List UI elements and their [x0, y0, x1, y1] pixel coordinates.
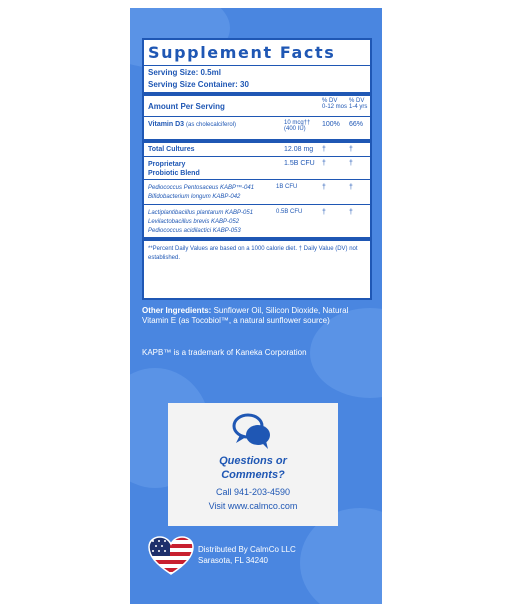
contact-box — [168, 403, 338, 526]
contact-heading-line1: Questions or — [219, 455, 287, 467]
supplement-facts-panel — [142, 38, 372, 300]
distributor-info: Distributed By CalmCo LLC Sarasota, FL 34240 — [198, 545, 296, 565]
trademark-notice: KAPB™ is a trademark of Kaneka Corporation — [142, 348, 307, 357]
other-ingredients: Other Ingredients: Sunflower Oil, Silicon Dioxide, Natural Vitamin E (as Tocobiol™, a natural sunflower source) — [142, 306, 349, 325]
us-flag-heart-icon — [148, 536, 194, 576]
serving-size: Serving Size: 0.5ml — [148, 68, 221, 77]
contact-heading-line2: Comments? — [221, 469, 285, 481]
blend-group-1: Pediococcus Pentosaceus KABP™-041 Bifidobacterium longum KABP-042 1B CFU † † — [148, 184, 353, 200]
chat-bubbles-icon — [228, 411, 276, 451]
header-row — [144, 96, 370, 116]
phone-number: Call 941-203-4590 — [215, 487, 291, 497]
blend-group-2: Lactiplantibacillus plantarum KABP-051 Levilactobacillus brevis KABP-052 Pediococcus acidilactici KABP-053 0.5B CFU † † — [148, 209, 353, 234]
vitamin-d3-row: Vitamin D3 (as cholecalciferol) 10 mcg†† (400 IU) 100% 66% — [148, 120, 364, 132]
total-cultures-row: Total Cultures 12.08 mg † † — [148, 146, 353, 153]
website-link: Visit www.calmco.com — [208, 501, 298, 511]
dv-footnote: **Percent Daily Values are based on a 1000 calorie diet. † Daily Value (DV) not established. — [148, 246, 358, 261]
proprietary-blend-row: Proprietary Probiotic Blend 1.5B CFU † † — [148, 160, 353, 177]
vitamin-d3-amount: 10 mcg†† (400 IU) — [284, 120, 311, 132]
servings-per-container: Serving Size Container: 30 — [148, 80, 249, 89]
facts-title: Supplement Facts — [148, 43, 336, 62]
amount-per-serving: Amount Per Serving — [148, 102, 225, 111]
dv-header-1: % DV 0-12 mos — [322, 98, 348, 110]
dv-header-2: % DV 1-4 yrs — [349, 98, 368, 110]
product-panel — [130, 8, 382, 604]
